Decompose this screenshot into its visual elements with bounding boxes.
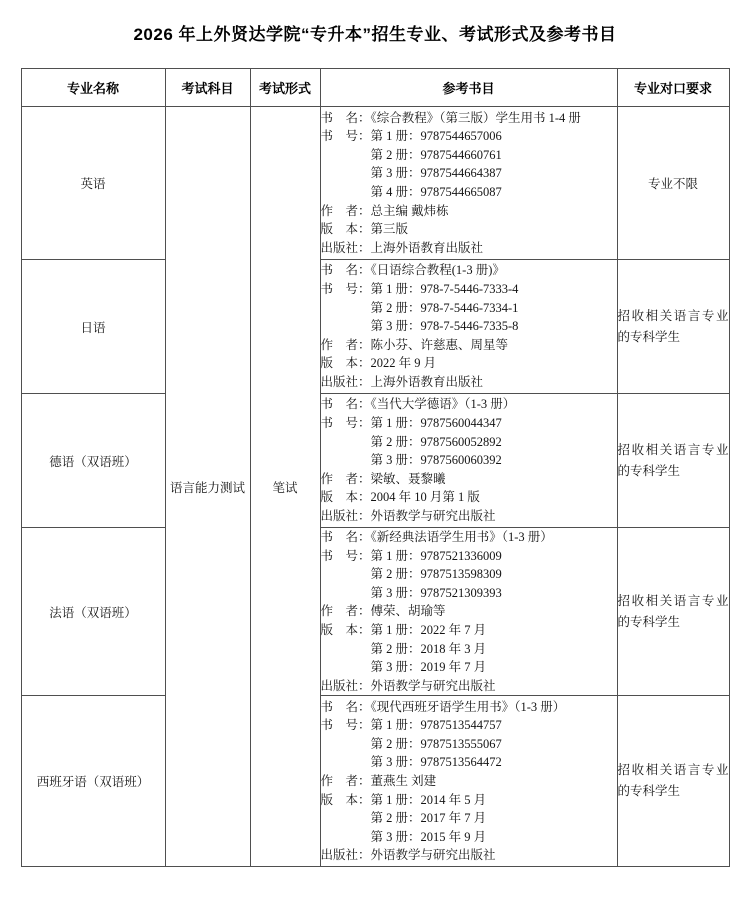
- book-line: 第 3 册：978-7-5446-7335-8: [320, 319, 519, 334]
- book-line: 第 3 册：2015 年 9 月: [320, 829, 487, 844]
- book-line: 出版社：外语教学与研究出版社: [320, 848, 496, 863]
- book-line: 书 号：第 1 册：9787560044347: [320, 416, 502, 431]
- book-line: 出版社：上海外语教育出版社: [320, 374, 484, 389]
- book-line: 书 名：《新经典法语学生用书》（1-3 册）: [320, 530, 553, 544]
- table-row-spanish: [21, 696, 729, 867]
- book-line: 版 本：2022 年 9 月: [320, 356, 437, 371]
- col-header-exam-subject: 考试科目: [165, 69, 250, 107]
- book-line: 书 名：《现代西班牙语学生用书》（1-3 册）: [320, 699, 566, 714]
- reference-books-german: [320, 394, 617, 528]
- table-header-row: [21, 69, 729, 107]
- book-line: 版 本：第三版: [320, 222, 409, 237]
- book-line: 版 本：第 1 册：2022 年 7 月: [320, 622, 487, 637]
- col-header-requirement: 专业对口要求: [617, 69, 729, 107]
- book-line: 版 本：2004 年 10 月第 1 版: [320, 490, 480, 505]
- book-line: 作 者：董燕生 刘建: [320, 774, 437, 789]
- book-line: 第 2 册：978-7-5446-7334-1: [320, 300, 519, 315]
- book-line: 书 号：第 1 册：9787544657006: [320, 129, 502, 144]
- book-line: 第 3 册：9787513564472: [320, 755, 502, 770]
- col-header-exam-form: 考试形式: [250, 69, 320, 107]
- reference-books-french: [320, 528, 617, 696]
- book-line: 版 本：第 1 册：2014 年 5 月: [320, 792, 487, 807]
- book-line: 书 号：第 1 册：978-7-5446-7333-4: [320, 282, 519, 297]
- book-line: 书 名：《当代大学德语》（1-3 册）: [320, 397, 516, 412]
- major-name-japanese: 日语: [21, 260, 165, 394]
- book-line: 作 者：陈小芬、许慈惠、周星等: [320, 337, 509, 352]
- book-line: 作 者：总主编 戴炜栋: [320, 203, 449, 218]
- book-line: 第 2 册：9787544660761: [320, 147, 502, 162]
- book-line: 书 名：《综合教程》（第三版）学生用书 1-4 册: [320, 110, 581, 125]
- table-row-french: [21, 528, 729, 696]
- book-line: 第 3 册：2019 年 7 月: [320, 660, 487, 675]
- requirement-english: 专业不限: [617, 107, 729, 260]
- major-name-english: 英语: [21, 107, 165, 260]
- page-title: 2026 年上外贤达学院“专升本”招生专业、考试形式及参考书目: [133, 25, 617, 44]
- book-line: 第 2 册：2017 年 7 月: [320, 811, 487, 826]
- book-line: 第 3 册：9787521309393: [320, 585, 502, 600]
- book-line: 书 号：第 1 册：9787521336009: [320, 548, 502, 563]
- exam-subject-cell: 语言能力测试: [165, 107, 250, 867]
- major-name-french: 法语（双语班）: [21, 528, 165, 696]
- book-line: 第 3 册：9787544664387: [320, 166, 502, 181]
- major-name-german: 德语（双语班）: [21, 394, 165, 528]
- book-line: 第 2 册：9787513555067: [320, 736, 502, 751]
- requirement-spanish: 招收相关语言专业的专科学生: [617, 696, 729, 867]
- reference-books-spanish: [320, 696, 617, 867]
- reference-books-japanese: [320, 260, 617, 394]
- col-header-reference-books: 参考书目: [320, 69, 617, 107]
- reference-books-english: [320, 107, 617, 260]
- requirement-german: 招收相关语言专业的专科学生: [617, 394, 729, 528]
- book-line: 书 名：《日语综合教程(1-3 册)》: [320, 263, 505, 278]
- book-line: 第 2 册：2018 年 3 月: [320, 641, 487, 656]
- book-line: 第 2 册：9787560052892: [320, 434, 502, 449]
- table-row-japanese: [21, 260, 729, 394]
- book-line: 第 2 册：9787513598309: [320, 567, 502, 582]
- table-row-german: [21, 394, 729, 528]
- exam-form-cell: 笔试: [250, 107, 320, 867]
- document-page: [0, 24, 750, 924]
- requirement-japanese: 招收相关语言专业的专科学生: [617, 260, 729, 394]
- book-line: 出版社：上海外语教育出版社: [320, 240, 484, 255]
- col-header-major: 专业名称: [21, 69, 165, 107]
- book-line: 第 4 册：9787544665087: [320, 185, 502, 199]
- book-line: 第 3 册：9787560060392: [320, 453, 502, 468]
- book-line: 出版社：外语教学与研究出版社: [320, 678, 496, 693]
- admissions-table: [21, 68, 730, 867]
- major-name-spanish: 西班牙语（双语班）: [21, 696, 165, 867]
- book-line: 书 号：第 1 册：9787513544757: [320, 718, 502, 733]
- requirement-french: 招收相关语言专业的专科学生: [617, 528, 729, 696]
- book-line: 作 者：傅荣、胡瑜等: [320, 604, 446, 619]
- table-row-english: [21, 107, 729, 260]
- book-line: 出版社：外语教学与研究出版社: [320, 508, 496, 523]
- book-line: 作 者：梁敏、聂黎曦: [320, 471, 446, 486]
